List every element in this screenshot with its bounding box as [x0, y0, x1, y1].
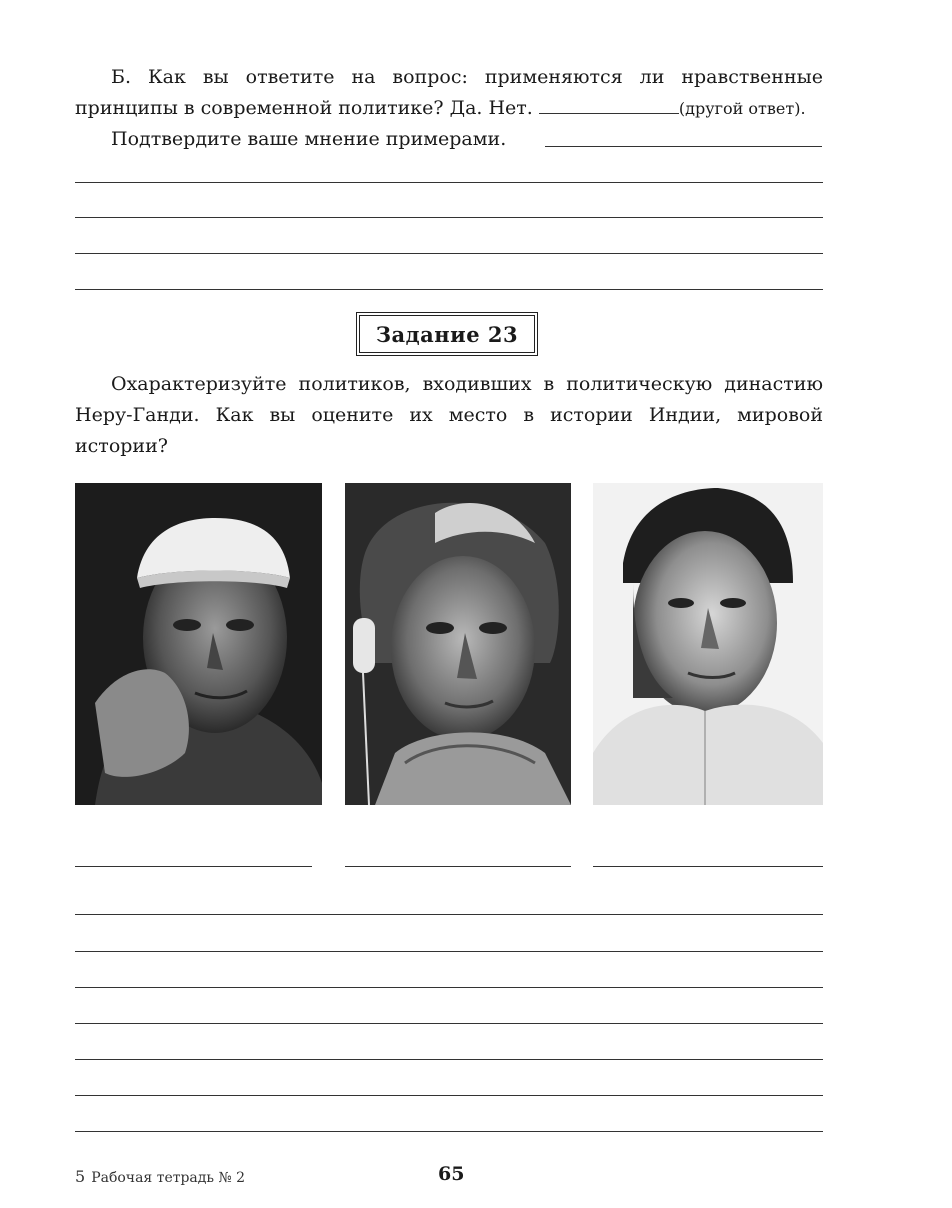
name-line-3[interactable]	[593, 866, 823, 867]
task-answer-line-1[interactable]	[75, 914, 823, 915]
answer-line-4[interactable]	[75, 289, 823, 290]
page-number: 65	[438, 1163, 465, 1185]
task-answer-line-2[interactable]	[75, 951, 823, 952]
question-b-text	[75, 62, 823, 124]
answer-line-1[interactable]	[75, 182, 823, 183]
answer-line-2[interactable]	[75, 217, 823, 218]
portrait-photo-3	[593, 483, 823, 805]
footer-workbook-title: Рабочая тетрадь № 2	[91, 1170, 246, 1186]
portrait-photo-1	[75, 483, 322, 805]
answer-line-inline[interactable]	[545, 146, 822, 147]
task-answer-line-3[interactable]	[75, 987, 823, 988]
name-line-1[interactable]	[75, 866, 312, 867]
portrait-photo-2	[345, 483, 571, 805]
other-answer-label: (другой ответ).	[678, 99, 806, 118]
task-answer-line-6[interactable]	[75, 1095, 823, 1096]
task-answer-line-4[interactable]	[75, 1023, 823, 1024]
question-b-body: Б. Как вы ответите на вопрос: применяются ли нравственные принципы в современной политике? Да. Нет.	[75, 66, 823, 119]
task-title: Задание 23	[359, 315, 535, 353]
answer-line-3[interactable]	[75, 253, 823, 254]
footer-workbook	[75, 1167, 245, 1186]
name-line-2[interactable]	[345, 866, 571, 867]
confirm-prompt	[75, 124, 823, 155]
other-answer-blank[interactable]	[539, 95, 679, 114]
confirm-prompt-text: Подтвердите ваше мнение примерами.	[111, 128, 507, 150]
footer-signature: 5	[75, 1167, 86, 1186]
task-answer-line-5[interactable]	[75, 1059, 823, 1060]
task-answer-line-7[interactable]	[75, 1131, 823, 1132]
task-text: Охарактеризуйте политиков, входивших в политическую династию Неру-Ганди. Как вы оцените их место в истории Индии, мировой истории?	[75, 373, 823, 457]
